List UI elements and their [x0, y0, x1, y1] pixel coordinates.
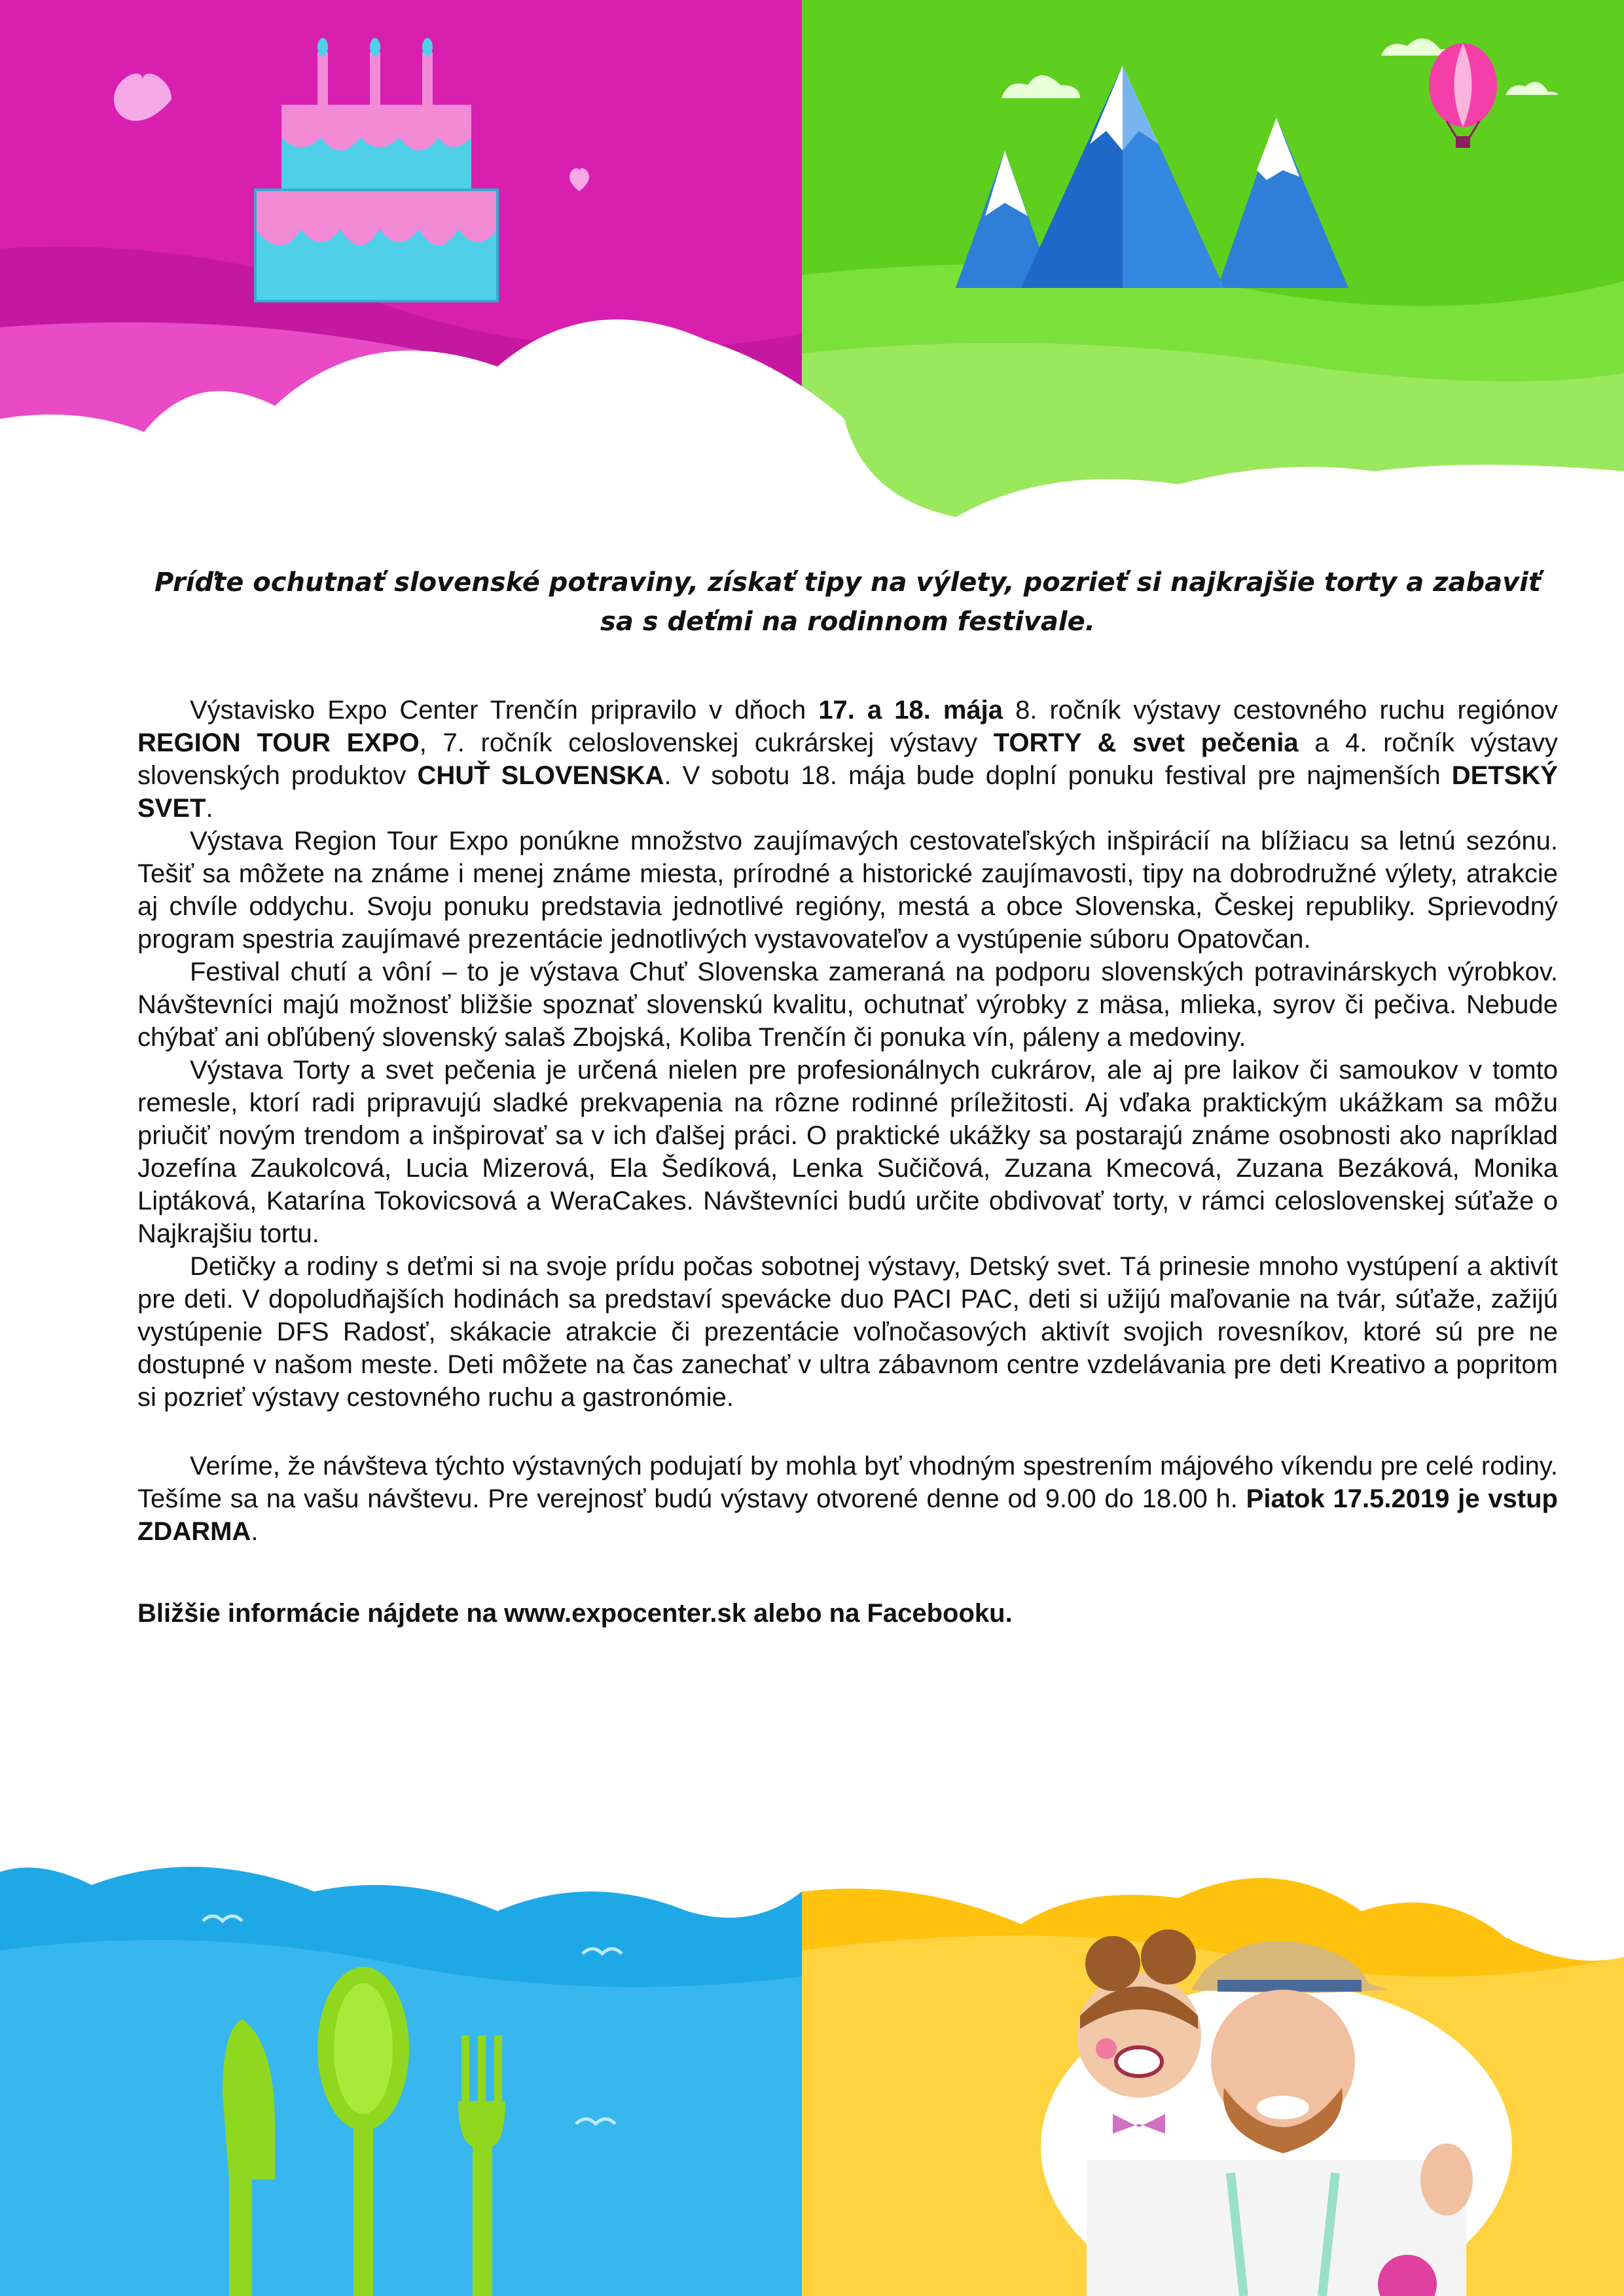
closing-text-1: Veríme, že návšteva týchto výstavných podujatí by mohla byť vhodným spestrením májového víkendu pre celé rodiny. Tešíme sa na vašu návštevu. Pre verejnosť budú výstavy otvorené denne od 9.00 do 18.00 h. — [137, 1452, 1558, 1513]
lead-line-2: sa s deťmi na rodinnom festivale. — [600, 607, 1095, 637]
intro-text-6: . — [206, 794, 213, 823]
lead-line-1: Príďte ochutnať slovenské potraviny, získať tipy na výlety, pozrieť si najkrajšie torty a zabaviť — [154, 567, 1542, 598]
more-info-line: Bližšie informácie nájdete na www.expocenter.sk alebo na Facebooku. — [137, 1599, 1013, 1628]
intro-text-4: a 4. ročník výstavy slovenských produktov — [137, 728, 1558, 790]
paragraph-intro — [137, 694, 1558, 825]
paragraph-detsky-svet: Detičky a rodiny s deťmi si na svoje prídu počas sobotnej výstavy, Detský svet. Tá prinesie mnoho vystúpení a aktivít pre deti. V dopoludňajších hodinách sa predstaví spevácke duo PACI PAC, deti si užijú maľovanie na tvár, súťaže, zažijú vystúpenie DFS Radosť, skákacie atrakcie či prezentácie voľnočasových aktivít svojich rovesníkov, ktoré sú pre ne dostupné v našom meste. Deti môžete na čas zanechať v ultra zábavnom centre vzdelávania pre deti Kreativo a popritom si pozrieť výstavy cestovného ruchu a gastronómie. — [137, 1252, 1558, 1412]
intro-chut-slovenska: CHUŤ SLOVENSKA — [417, 761, 664, 790]
paragraph-closing — [137, 1450, 1558, 1548]
paragraph-region-tour: Výstava Region Tour Expo ponúkne množstvo zaujímavých cestovateľských inšpirácií na blížiacu sa letnú sezónu. Tešiť sa môžete na známe i menej známe miesta, prírodné a historické zaujímavosti, tipy na dobrodružné výlety, atrakcie aj chvíle oddychu. Svoju ponuku predstavia jednotlivé regióny, mestá a obce Slovenska, Českej republiky. Sprievodný program spestria zaujímavé prezentácie jednotlivých vystavovateľov a vystúpenie súboru Opatovčan. — [137, 827, 1558, 954]
intro-text-3: , 7. ročník celoslovenskej cukrárskej výstavy — [419, 728, 994, 757]
intro-region-tour-expo: REGION TOUR EXPO — [137, 728, 420, 757]
intro-dates: 17. a 18. mája — [818, 696, 1003, 725]
intro-text-1: Výstavisko Expo Center Trenčín pripravilo v dňoch — [190, 696, 819, 725]
intro-text-2: 8. ročník výstavy cestovného ruchu regiónov — [1003, 696, 1558, 725]
closing-text-2: . — [251, 1517, 259, 1546]
paragraph-chut-slovenska: Festival chutí a vôní – to je výstava Chuť Slovenska zameraná na podporu slovenských potravinárskych výrobkov. Návštevníci majú možnosť bližšie spoznať slovenskú kvalitu, ochutnať výrobky z mäsa, mlieka, syrov či pečiva. Nebude chýbať ani obľúbený slovenský salaš Zbojská, Koliba Trenčín či ponuka vín, páleny a medoviny. — [137, 958, 1558, 1052]
article — [137, 563, 1558, 1630]
paragraph-torty: Výstava Torty a svet pečenia je určená nielen pre profesionálnych cukrárov, ale aj pre laikov či samoukov v tomto remesle, ktorí radi pripravujú sladké prekvapenia na rôzne rodinné príležitosti. Aj vďaka praktickým ukážkam sa môžu priučiť novým trendom a inšpirovať sa v ich ďalšej práci. O praktické ukážky sa postarajú známe osobnosti ako napríklad Jozefína Zaukolcová, Lucia Mizerová, Ela Šedíková, Lenka Sučičová, Zuzana Kmecová, Zuzana Bezáková, Monika Liptáková, Katarína Tokovicsová a WeraCakes. Návštevníci budú určite obdivovať torty, v rámci celoslovenskej súťaže o Najkrajšiu tortu. — [137, 1056, 1558, 1248]
intro-torty: TORTY & svet pečenia — [993, 728, 1299, 757]
intro-text-5: . V sobotu 18. mája bude doplní ponuku festival pre najmenších — [664, 761, 1452, 790]
intro-detsky-svet: DETSKÝ SVET — [137, 761, 1558, 823]
closing-free-entry: Piatok 17.5.2019 je vstup ZDARMA — [137, 1484, 1558, 1546]
lead-heading — [137, 563, 1558, 641]
